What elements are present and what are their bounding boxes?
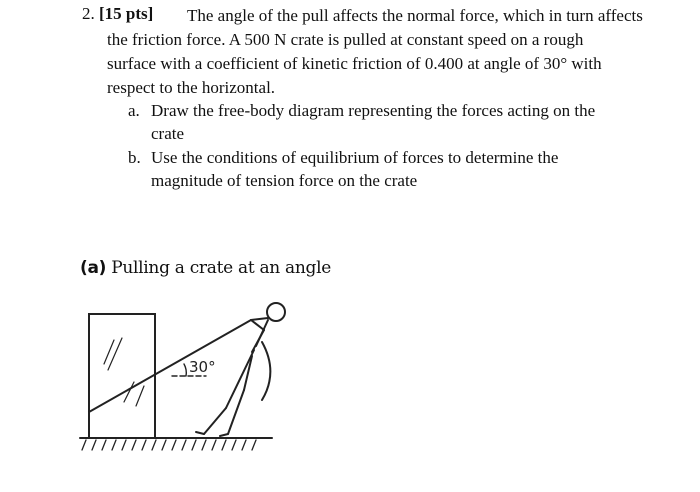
figure-tag: (a) — [80, 258, 107, 278]
problem-line-2: the friction force. A 500 N crate is pulled at constant speed on a rough — [107, 30, 584, 49]
part-a-line-1: Draw the free-body diagram representing the forces acting on the — [151, 101, 596, 120]
part-b-line-2: magnitude of tension force on the crate — [151, 171, 418, 190]
person-body — [196, 318, 270, 436]
figure-caption-text: Pulling a crate at an angle — [111, 258, 332, 278]
angle-arc — [184, 364, 186, 376]
part-a-letter: a. — [128, 101, 140, 120]
angle-label: 30° — [189, 358, 216, 376]
problem-number — [82, 4, 153, 24]
problem-line-4: respect to the horizontal. — [107, 78, 276, 97]
person-head — [267, 303, 285, 321]
rope — [89, 320, 251, 412]
crate-shading — [104, 338, 144, 406]
problem-line-3: surface with a coefficient of kinetic friction of 0.400 at angle of 30° with — [107, 54, 602, 73]
part-b-line-1: Use the conditions of equilibrium of forces to determine the — [151, 148, 559, 167]
crate — [89, 314, 155, 438]
ground-hatching — [82, 440, 256, 450]
part-b-letter: b. — [128, 148, 141, 167]
figure-caption — [80, 258, 331, 278]
crate-pull-illustration — [76, 290, 316, 460]
problem-line-1: The angle of the pull affects the normal force, which in turn affects — [187, 6, 643, 25]
problem-number-text: 2. — [82, 4, 95, 23]
part-a-line-2: crate — [151, 124, 185, 143]
points-label: [15 pts] — [99, 4, 154, 23]
